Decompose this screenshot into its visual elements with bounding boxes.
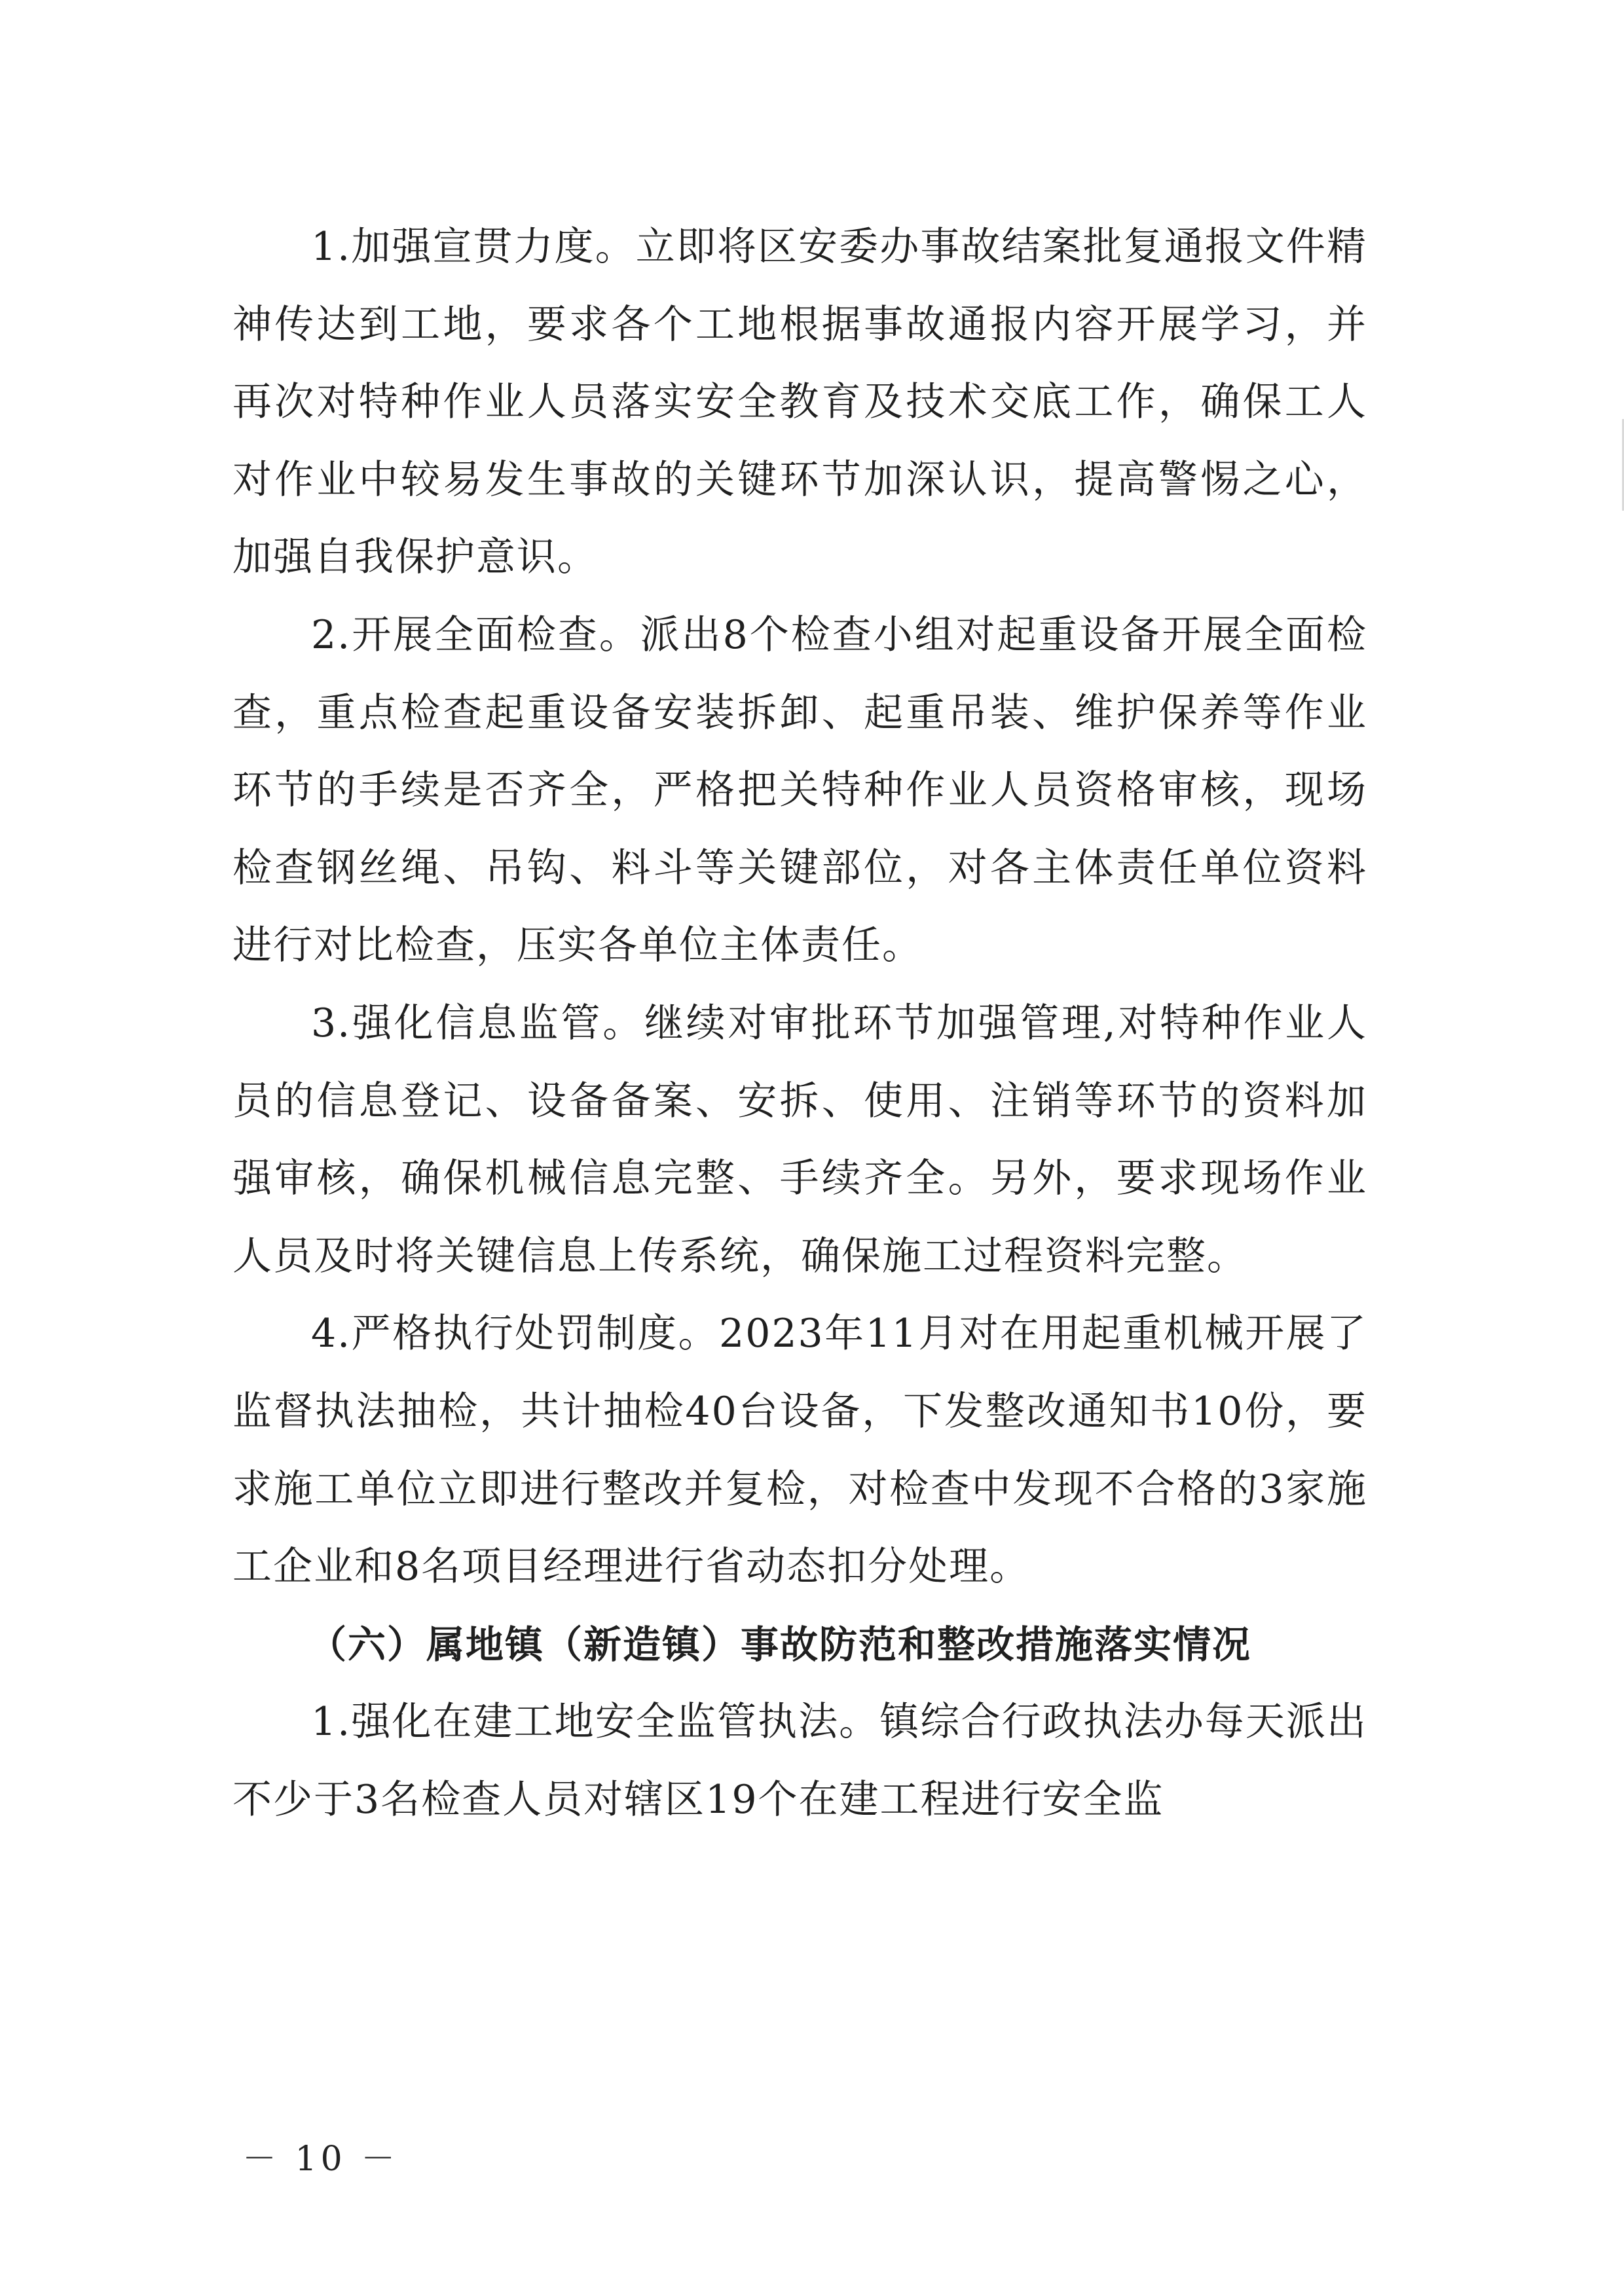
section-heading: （六）属地镇（新造镇）事故防范和整改措施落实情况 <box>308 1622 1252 1667</box>
paragraph-info-supervision: 3.强化信息监管。继续对审批环节加强管理,对特种作业人员的信息登记、设备备案、安拆、使用、注销等环节的资料加强审核，确保机械信息完整、手续齐全。另外，要求现场作业人员及时将关键信息上传系统，确保施工过程资料完整。 <box>232 1000 1367 1279</box>
paragraph-site-supervision: 1.强化在建工地安全监管执法。镇综合行政执法办每天派出不少于3名检查人员对辖区19个在建工程进行安全监 <box>232 1699 1367 1823</box>
paragraph-penalty: 4.严格执行处罚制度。2023年11月对在用起重机械开展了监督执法抽检，共计抽检40台设备，下发整改通知书10份，要求施工单位立即进行整改并复检，对检查中发现不合格的3家施工企业和8名项目经理进行省动态扣分处理。 <box>232 1311 1367 1590</box>
paragraph-publicity: 1.加强宣贯力度。立即将区安委办事故结案批复通报文件精神传达到工地，要求各个工地根据事故通报内容开展学习，并再次对特种作业人员落实安全教育及技术交底工作，确保工人对作业中较易发生事故的关键环节加深认识，提高警惕之心，加强自我保护意识。 <box>232 224 1367 581</box>
document-body <box>232 208 1367 1838</box>
paragraph-inspection: 2.开展全面检查。派出8个检查小组对起重设备开展全面检查，重点检查起重设备安装拆卸、起重吊装、维护保养等作业环节的手续是否齐全，严格把关特种作业人员资格审核，现场检查钢丝绳、吊钩、料斗等关键部位，对各主体责任单位资料进行对比检查，压实各单位主体责任。 <box>232 611 1367 969</box>
page-number: － 10 － <box>242 2140 399 2179</box>
